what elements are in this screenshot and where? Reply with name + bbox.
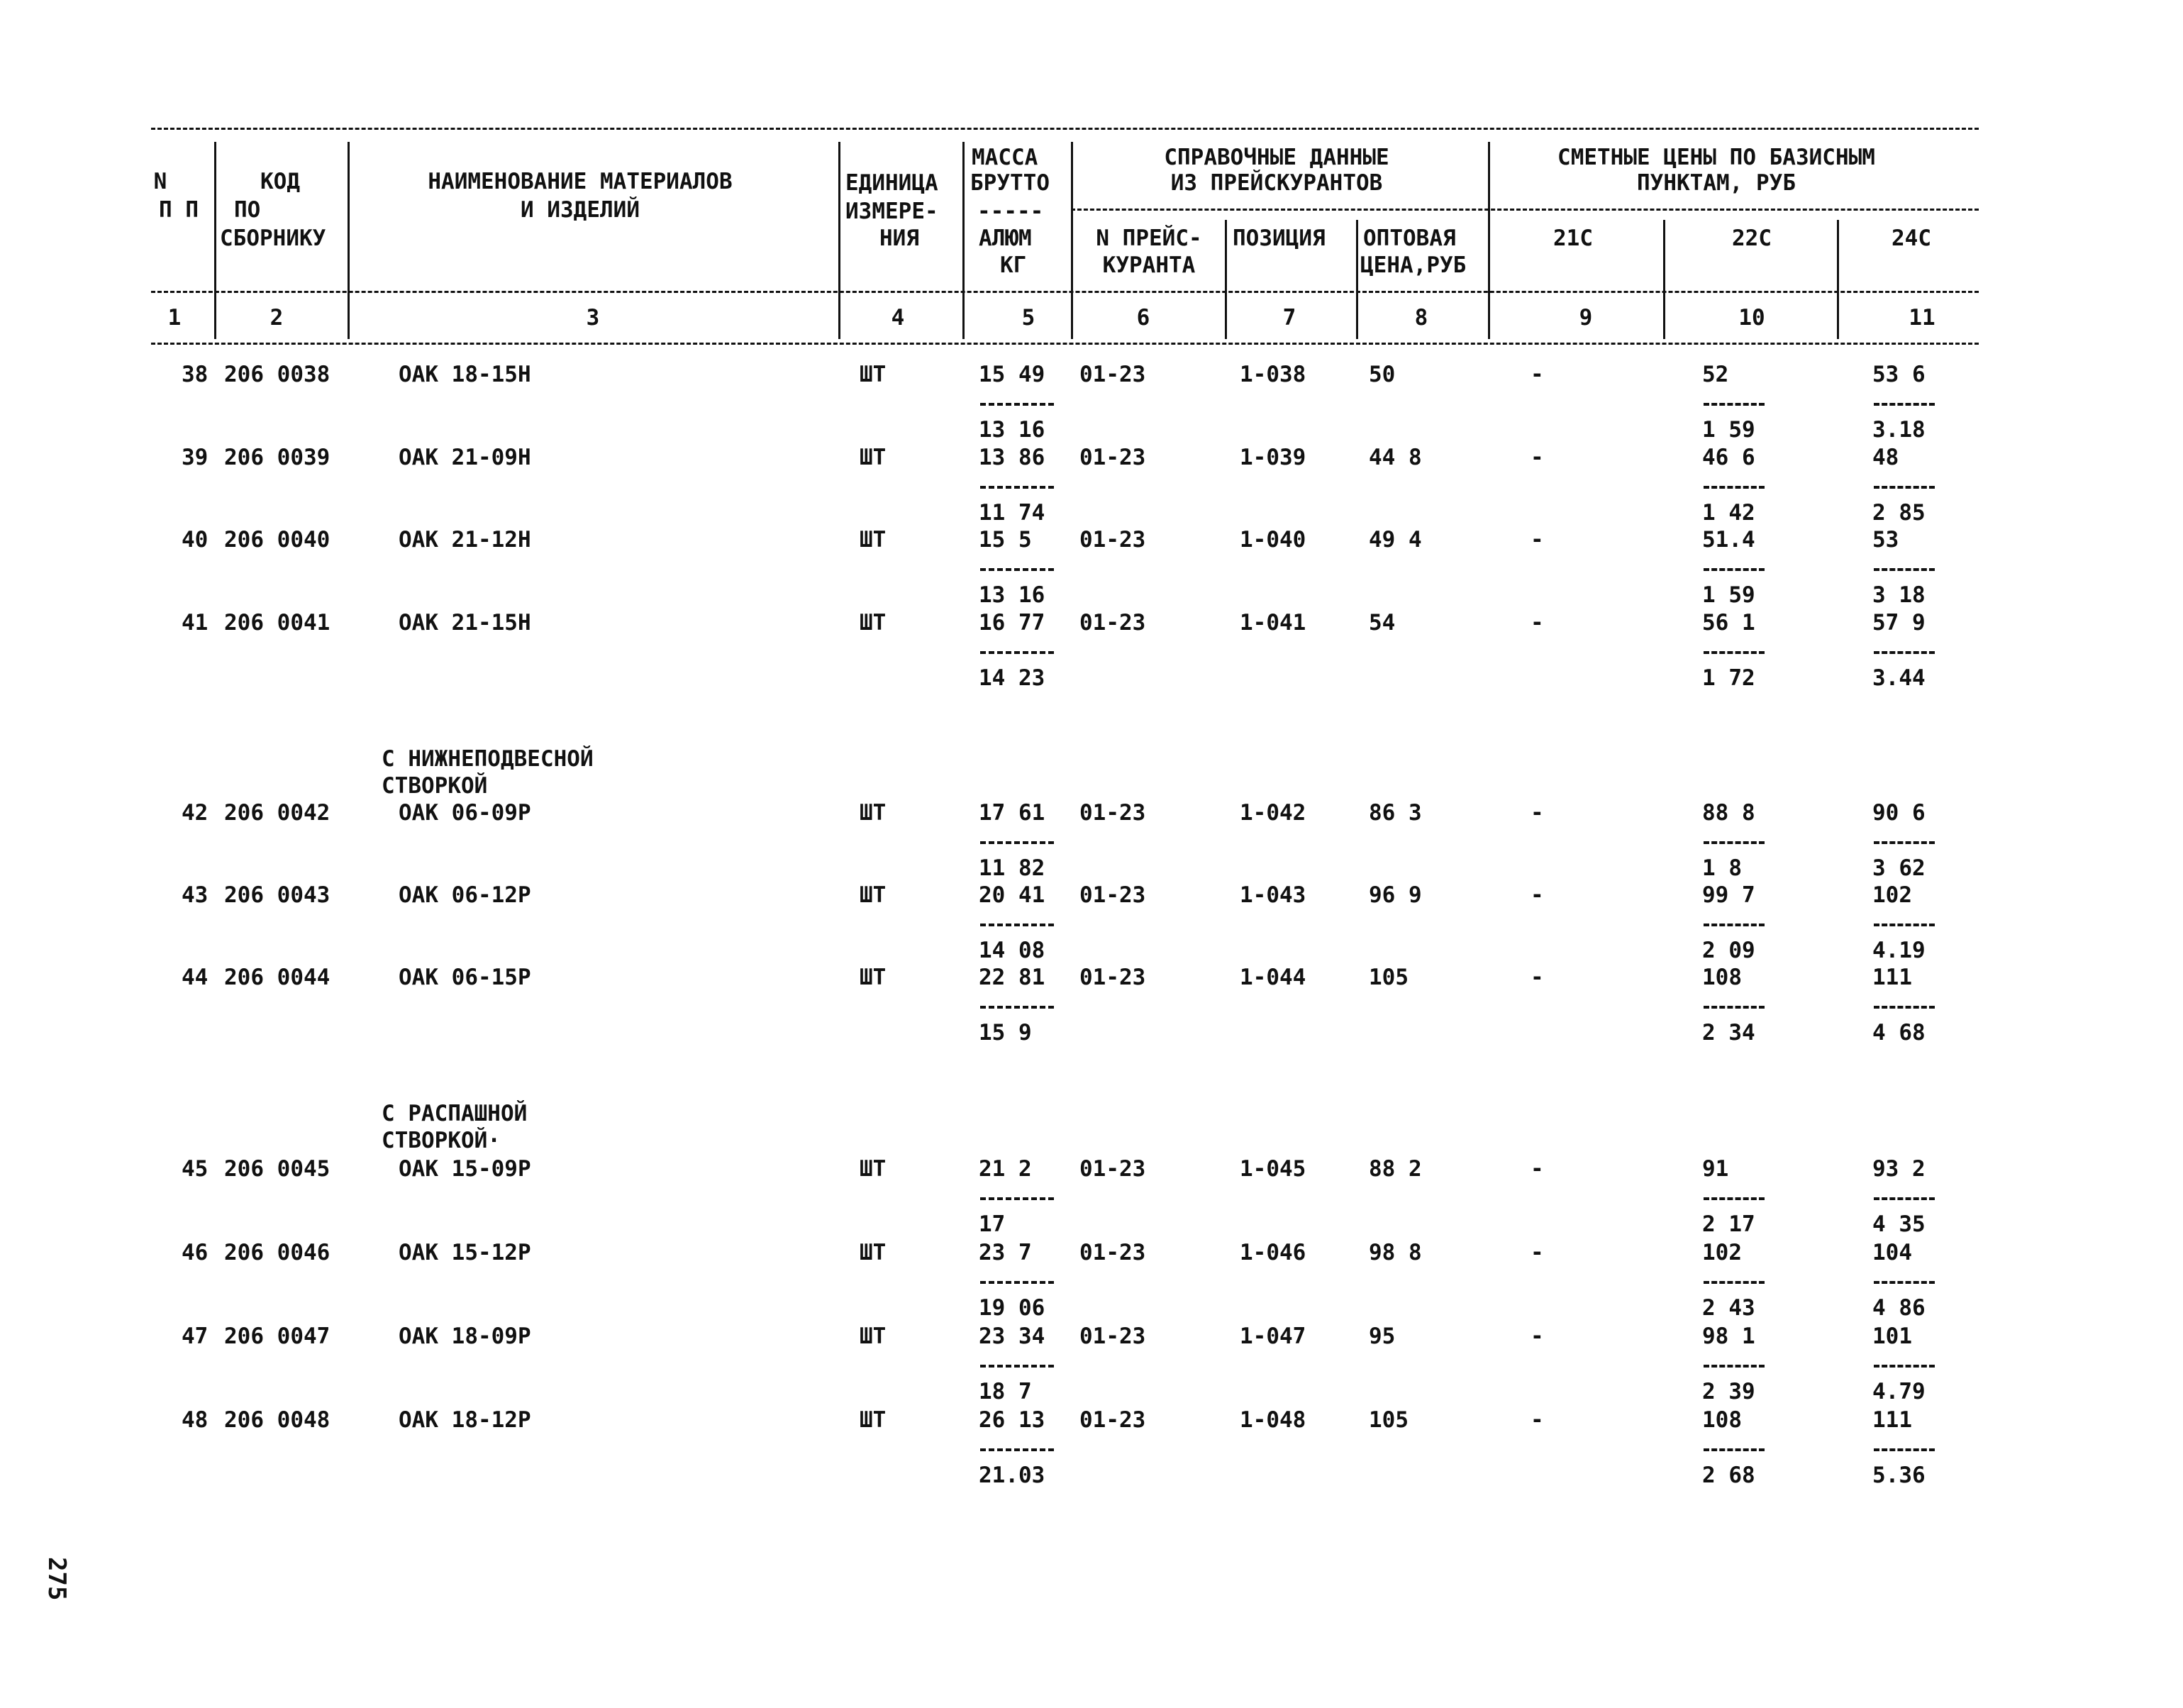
header-sep <box>1488 142 1490 339</box>
row-price-24c-extra: 4 35 <box>1872 1211 1926 1237</box>
header-col4-line1: ЕДИНИЦА <box>845 170 938 196</box>
row-price-22c: 108 <box>1702 965 1742 990</box>
number-row-rule <box>151 343 1979 345</box>
row-pricelist: 01-23 <box>1079 610 1146 636</box>
row-position: 1-041 <box>1240 610 1306 636</box>
row-pricelist: 01-23 <box>1079 800 1146 826</box>
row-price-21c: - <box>1531 445 1544 470</box>
row-unit: ШТ <box>860 1324 887 1349</box>
row-number: 42 <box>182 800 209 826</box>
row-price-24c: 111 <box>1872 965 1912 990</box>
header-col1-line1: N <box>153 169 167 194</box>
row-price-22c: 108 <box>1702 1407 1742 1433</box>
fraction-bar <box>1874 841 1935 844</box>
row-code: 206 0046 <box>224 1240 330 1265</box>
row-price-21c: - <box>1531 1407 1544 1433</box>
row-position: 1-048 <box>1240 1407 1306 1433</box>
row-price-24c-extra: 4 86 <box>1872 1295 1926 1321</box>
row-price-24c: 101 <box>1872 1324 1912 1349</box>
row-mass: 20 41 <box>979 882 1045 908</box>
header-col8-line1: ОПТОВАЯ <box>1363 226 1456 251</box>
col-number: 5 <box>1021 305 1035 331</box>
row-unit: ШТ <box>860 527 887 553</box>
header-col5-line2: БРУТТО <box>970 170 1050 196</box>
row-code: 206 0039 <box>224 445 330 470</box>
row-mass: 26 13 <box>979 1407 1045 1433</box>
fraction-bar <box>980 651 1054 654</box>
row-code: 206 0038 <box>224 362 330 387</box>
fraction-bar <box>1704 1197 1765 1200</box>
fraction-bar <box>1704 1281 1765 1284</box>
fraction-bar <box>980 568 1054 571</box>
row-price-22c-extra: 1 59 <box>1702 417 1755 443</box>
row-unit: ШТ <box>860 610 887 636</box>
row-wholesale-price: 95 <box>1369 1324 1396 1349</box>
row-price-22c-extra: 1 59 <box>1702 582 1755 608</box>
row-code: 206 0040 <box>224 527 330 553</box>
col-number: 6 <box>1136 305 1150 331</box>
fraction-bar <box>1874 568 1935 571</box>
row-number: 38 <box>182 362 209 387</box>
row-price-22c-extra: 2 17 <box>1702 1211 1755 1237</box>
fraction-bar <box>1704 1448 1765 1451</box>
fraction-bar <box>1874 1006 1935 1009</box>
row-name: ОАК 06-15Р <box>399 965 531 990</box>
page-number: 275 <box>43 1557 71 1601</box>
fraction-bar <box>1874 486 1935 489</box>
header-col11: 24С <box>1892 226 1931 251</box>
row-wholesale-price: 96 9 <box>1369 882 1422 908</box>
col-number: 10 <box>1738 305 1765 331</box>
row-price-21c: - <box>1531 800 1544 826</box>
row-number: 45 <box>182 1156 209 1182</box>
row-name: ОАК 21-15Н <box>399 610 531 636</box>
row-pricelist: 01-23 <box>1079 527 1146 553</box>
row-price-21c: - <box>1531 1324 1544 1349</box>
row-price-24c-extra: 5.36 <box>1872 1463 1926 1488</box>
header-sep <box>214 142 216 339</box>
header-col6-line1: N ПРЕЙС- <box>1096 226 1202 251</box>
header-col8-line2: ЦЕНА,РУБ <box>1360 253 1467 278</box>
header-sep <box>1225 220 1227 339</box>
row-code: 206 0044 <box>224 965 330 990</box>
row-price-22c-extra: 1 42 <box>1702 500 1755 526</box>
fraction-bar <box>980 486 1054 489</box>
header-col6-line2: КУРАНТА <box>1102 253 1196 278</box>
header-col2-line3: СБОРНИКУ <box>220 226 326 251</box>
row-price-22c: 51.4 <box>1702 527 1755 553</box>
row-mass-aluminium: 11 82 <box>979 855 1045 881</box>
row-mass: 16 77 <box>979 610 1045 636</box>
row-code: 206 0045 <box>224 1156 330 1182</box>
row-mass: 23 34 <box>979 1324 1045 1349</box>
row-wholesale-price: 54 <box>1369 610 1396 636</box>
row-wholesale-price: 50 <box>1369 362 1396 387</box>
row-price-24c: 111 <box>1872 1407 1912 1433</box>
row-price-22c: 46 6 <box>1702 445 1755 470</box>
row-price-21c: - <box>1531 1156 1544 1182</box>
header-group-prices-line1: СМЕТНЫЕ ЦЕНЫ ПО БАЗИСНЫМ <box>1557 145 1875 170</box>
row-wholesale-price: 105 <box>1369 965 1409 990</box>
row-price-22c-extra: 2 09 <box>1702 938 1755 963</box>
row-mass: 15 49 <box>979 362 1045 387</box>
row-price-21c: - <box>1531 882 1544 908</box>
fraction-bar <box>1704 1006 1765 1009</box>
col-number: 1 <box>167 305 182 331</box>
fraction-bar <box>980 1006 1054 1009</box>
row-price-22c: 88 8 <box>1702 800 1755 826</box>
row-price-24c: 93 2 <box>1872 1156 1926 1182</box>
header-top-rule <box>151 128 1979 130</box>
fraction-bar <box>980 1281 1054 1284</box>
row-pricelist: 01-23 <box>1079 362 1146 387</box>
row-unit: ШТ <box>860 965 887 990</box>
row-unit: ШТ <box>860 800 887 826</box>
fraction-bar <box>1704 841 1765 844</box>
row-price-21c: - <box>1531 527 1544 553</box>
row-position: 1-043 <box>1240 882 1306 908</box>
row-unit: ШТ <box>860 1407 887 1433</box>
row-price-24c-extra: 3 18 <box>1872 582 1926 608</box>
row-mass-aluminium: 18 7 <box>979 1379 1032 1404</box>
row-name: ОАК 18-12Р <box>399 1407 531 1433</box>
row-position: 1-038 <box>1240 362 1306 387</box>
fraction-bar <box>1874 1281 1935 1284</box>
row-price-24c-extra: 3 62 <box>1872 855 1926 881</box>
header-group-ref-line1: СПРАВОЧНЫЕ ДАННЫЕ <box>1164 145 1389 170</box>
row-pricelist: 01-23 <box>1079 1407 1146 1433</box>
row-price-24c-extra: 4.79 <box>1872 1379 1926 1404</box>
row-code: 206 0043 <box>224 882 330 908</box>
col-number: 9 <box>1579 305 1593 331</box>
header-col2-line2: ПО <box>234 197 261 223</box>
header-bottom-rule <box>151 291 1979 293</box>
row-price-22c-extra: 2 68 <box>1702 1463 1755 1488</box>
row-wholesale-price: 86 3 <box>1369 800 1422 826</box>
row-position: 1-042 <box>1240 800 1306 826</box>
row-mass-aluminium: 21.03 <box>979 1463 1045 1488</box>
header-sep <box>838 142 840 339</box>
row-price-22c-extra: 2 39 <box>1702 1379 1755 1404</box>
section-heading-1-line1: С НИЖНЕПОДВЕСНОЙ <box>382 746 594 772</box>
row-price-24c: 90 6 <box>1872 800 1926 826</box>
row-price-21c: - <box>1531 1240 1544 1265</box>
header-sep <box>1356 220 1358 339</box>
row-mass-aluminium: 11 74 <box>979 500 1045 526</box>
header-col4-line2: ИЗМЕРЕ- <box>845 199 938 224</box>
row-price-22c: 99 7 <box>1702 882 1755 908</box>
row-mass: 17 61 <box>979 800 1045 826</box>
fraction-bar <box>1874 924 1935 926</box>
row-code: 206 0048 <box>224 1407 330 1433</box>
row-price-22c-extra: 2 34 <box>1702 1020 1755 1046</box>
header-group-ref-line2: ИЗ ПРЕЙСКУРАНТОВ <box>1170 170 1383 196</box>
row-code: 206 0047 <box>224 1324 330 1349</box>
header-sep <box>1071 142 1073 339</box>
row-wholesale-price: 88 2 <box>1369 1156 1422 1182</box>
row-number: 40 <box>182 527 209 553</box>
header-col9: 21С <box>1553 226 1593 251</box>
fraction-bar <box>980 924 1054 926</box>
row-price-21c: - <box>1531 965 1544 990</box>
row-mass-aluminium: 15 9 <box>979 1020 1032 1046</box>
col-number: 11 <box>1909 305 1935 331</box>
row-number: 46 <box>182 1240 209 1265</box>
row-name: ОАК 06-09Р <box>399 800 531 826</box>
row-position: 1-047 <box>1240 1324 1306 1349</box>
row-unit: ШТ <box>860 362 887 387</box>
row-price-24c-extra: 3.44 <box>1872 665 1926 691</box>
fraction-bar <box>980 1365 1054 1368</box>
row-wholesale-price: 105 <box>1369 1407 1409 1433</box>
row-pricelist: 01-23 <box>1079 882 1146 908</box>
row-price-22c: 98 1 <box>1702 1324 1755 1349</box>
header-col7: ПОЗИЦИЯ <box>1233 226 1326 251</box>
row-mass-aluminium: 19 06 <box>979 1295 1045 1321</box>
header-sep <box>962 142 965 339</box>
fraction-bar <box>1704 486 1765 489</box>
row-mass-aluminium: 13 16 <box>979 417 1045 443</box>
header-group-prices-line2: ПУНКТАМ, РУБ <box>1637 170 1796 196</box>
fraction-bar <box>1704 651 1765 654</box>
col-number: 3 <box>586 305 600 331</box>
section-heading-2-line2: СТВОРКОЙ· <box>382 1128 501 1153</box>
row-mass: 13 86 <box>979 445 1045 470</box>
row-number: 39 <box>182 445 209 470</box>
row-mass-aluminium: 17 <box>979 1211 1006 1237</box>
row-number: 41 <box>182 610 209 636</box>
header-col5-line3: ----- <box>977 199 1044 224</box>
fraction-bar <box>1704 568 1765 571</box>
row-wholesale-price: 49 4 <box>1369 527 1422 553</box>
header-sep <box>1663 220 1665 339</box>
row-pricelist: 01-23 <box>1079 1240 1146 1265</box>
fraction-bar <box>1874 1365 1935 1368</box>
row-unit: ШТ <box>860 1240 887 1265</box>
fraction-bar <box>1874 651 1935 654</box>
row-code: 206 0041 <box>224 610 330 636</box>
header-col4-line3: НИЯ <box>879 226 919 251</box>
row-mass-aluminium: 14 23 <box>979 665 1045 691</box>
header-group-rule <box>1071 209 1979 211</box>
header-sep <box>1837 220 1839 339</box>
row-position: 1-039 <box>1240 445 1306 470</box>
row-name: ОАК 18-09Р <box>399 1324 531 1349</box>
fraction-bar <box>1874 1197 1935 1200</box>
row-name: ОАК 18-15Н <box>399 362 531 387</box>
row-mass: 22 81 <box>979 965 1045 990</box>
col-number: 7 <box>1282 305 1296 331</box>
row-code: 206 0042 <box>224 800 330 826</box>
row-price-22c: 52 <box>1702 362 1729 387</box>
row-price-24c: 102 <box>1872 882 1912 908</box>
row-position: 1-040 <box>1240 527 1306 553</box>
row-price-24c: 53 6 <box>1872 362 1926 387</box>
row-position: 1-046 <box>1240 1240 1306 1265</box>
row-price-21c: - <box>1531 362 1544 387</box>
row-number: 48 <box>182 1407 209 1433</box>
row-price-24c-extra: 4 68 <box>1872 1020 1926 1046</box>
row-number: 47 <box>182 1324 209 1349</box>
row-pricelist: 01-23 <box>1079 1156 1146 1182</box>
row-price-24c-extra: 2 85 <box>1872 500 1926 526</box>
fraction-bar <box>1704 1365 1765 1368</box>
section-heading-1-line2: СТВОРКОЙ <box>382 773 488 799</box>
header-col2-line1: КОД <box>260 169 300 194</box>
row-number: 43 <box>182 882 209 908</box>
row-mass: 15 5 <box>979 527 1032 553</box>
row-price-22c: 91 <box>1702 1156 1729 1182</box>
row-price-22c-extra: 1 8 <box>1702 855 1742 881</box>
header-col10: 22С <box>1732 226 1772 251</box>
row-name: ОАК 15-09Р <box>399 1156 531 1182</box>
row-position: 1-044 <box>1240 965 1306 990</box>
row-wholesale-price: 98 8 <box>1369 1240 1422 1265</box>
row-price-24c: 104 <box>1872 1240 1912 1265</box>
row-price-24c: 48 <box>1872 445 1899 470</box>
row-number: 44 <box>182 965 209 990</box>
row-price-22c-extra: 2 43 <box>1702 1295 1755 1321</box>
row-mass-aluminium: 14 08 <box>979 938 1045 963</box>
row-name: ОАК 21-09Н <box>399 445 531 470</box>
col-number: 8 <box>1414 305 1428 331</box>
fraction-bar <box>980 841 1054 844</box>
header-col5-line4: АЛЮМ <box>979 226 1032 251</box>
row-unit: ШТ <box>860 882 887 908</box>
row-price-22c: 102 <box>1702 1240 1742 1265</box>
row-position: 1-045 <box>1240 1156 1306 1182</box>
fraction-bar <box>1704 403 1765 406</box>
col-number: 4 <box>891 305 905 331</box>
fraction-bar <box>980 403 1054 406</box>
fraction-bar <box>980 1448 1054 1451</box>
row-name: ОАК 06-12Р <box>399 882 531 908</box>
section-heading-2-line1: С РАСПАШНОЙ <box>382 1101 528 1126</box>
header-col3-line1: НАИМЕНОВАНИЕ МАТЕРИАЛОВ <box>428 169 733 194</box>
row-name: ОАК 15-12Р <box>399 1240 531 1265</box>
row-price-24c-extra: 3.18 <box>1872 417 1926 443</box>
header-col5-line5: КГ <box>1000 253 1027 278</box>
row-price-24c-extra: 4.19 <box>1872 938 1926 963</box>
row-mass-aluminium: 13 16 <box>979 582 1045 608</box>
row-pricelist: 01-23 <box>1079 965 1146 990</box>
row-mass: 21 2 <box>979 1156 1032 1182</box>
fraction-bar <box>1704 924 1765 926</box>
row-price-24c: 53 <box>1872 527 1899 553</box>
row-mass: 23 7 <box>979 1240 1032 1265</box>
fraction-bar <box>1874 403 1935 406</box>
row-price-22c: 56 1 <box>1702 610 1755 636</box>
fraction-bar <box>980 1197 1054 1200</box>
row-pricelist: 01-23 <box>1079 1324 1146 1349</box>
row-pricelist: 01-23 <box>1079 445 1146 470</box>
row-unit: ШТ <box>860 445 887 470</box>
header-col1-line2: П П <box>159 197 199 223</box>
row-name: ОАК 21-12Н <box>399 527 531 553</box>
fraction-bar <box>1874 1448 1935 1451</box>
header-col3-line2: И ИЗДЕЛИЙ <box>521 197 640 223</box>
row-unit: ШТ <box>860 1156 887 1182</box>
col-number: 2 <box>270 305 284 331</box>
row-wholesale-price: 44 8 <box>1369 445 1422 470</box>
header-sep <box>348 142 350 339</box>
row-price-21c: - <box>1531 610 1544 636</box>
header-col5-line1: МАССА <box>972 145 1038 170</box>
row-price-24c: 57 9 <box>1872 610 1926 636</box>
row-price-22c-extra: 1 72 <box>1702 665 1755 691</box>
